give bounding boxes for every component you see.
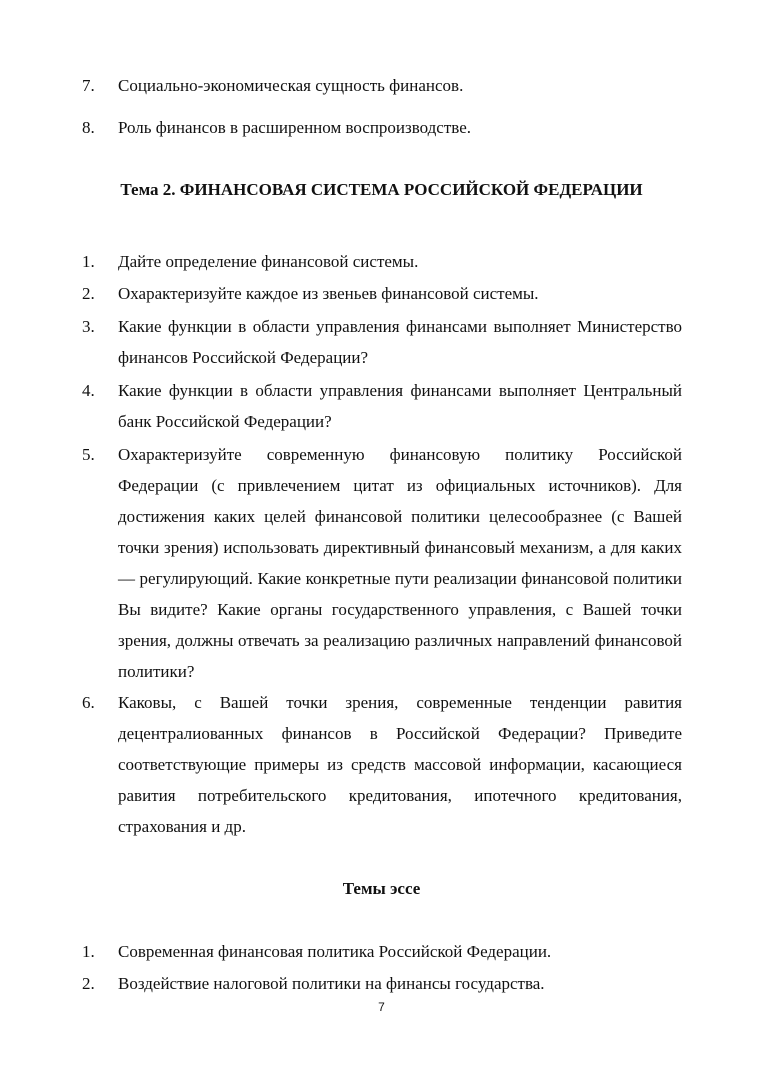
question-text: Охарактеризуйте каждое из звеньев финансовой системы. — [118, 284, 539, 303]
essay-number: 1. — [82, 942, 95, 961]
list-item-number: 8. — [82, 118, 95, 137]
question-number: 4. — [82, 381, 95, 400]
list-item-text: Роль финансов в расширенном воспроизводстве. — [118, 118, 472, 137]
essay-text: Воздействие налоговой политики на финансы государства. — [118, 974, 545, 993]
topic-heading: Тема 2. ФИНАНСОВАЯ СИСТЕМА РОССИЙСКОЙ ФЕДЕРАЦИИ — [120, 180, 643, 199]
question-number: 6. — [82, 693, 95, 712]
question-number: 2. — [82, 284, 95, 303]
question-text: Охарактеризуйте современную финансовую политику Российской Федерации (с привлечением цитат из официальных источников). Для достижения каких целей финансовой политики целесообразнее (с Вашей точки зрения) использовать директивный финансовый механизм, а для каких — регулирующий. Какие конкретные пути реализации финансовой политики Вы видите? Какие органы государственного управления, с Вашей точки зрения, должны отвечать за реализацию различных направлений финансовой политики? — [118, 445, 682, 681]
question-text: Какие функции в области управления финансами выполняет Министерство финансов Российской Федерации? — [118, 317, 682, 367]
question-number: 5. — [82, 445, 95, 464]
essay-text: Современная финансовая политика Российской Федерации. — [118, 942, 552, 961]
list-item-text: Социально-экономическая сущность финансов. — [118, 76, 464, 95]
question-text: Какие функции в области управления финансами выполняет Центральный банк Российской Федерации? — [118, 381, 682, 431]
question-number: 1. — [82, 252, 95, 271]
question-text: Дайте определение финансовой системы. — [118, 252, 419, 271]
list-item-number: 7. — [82, 76, 95, 95]
question-text: Каковы, с Вашей точки зрения, современные тенденции равития децентралиованных финансов в Российской Федерации? Приведите соответствующие примеры из средств массовой информации, касающиеся равития потребительского кредитования, ипотечного кредитования, страхования и др. — [118, 693, 682, 836]
essay-number: 2. — [82, 974, 95, 993]
essay-heading: Темы эссе — [342, 879, 421, 898]
question-number: 3. — [82, 317, 95, 336]
page-number: 7 — [378, 1000, 385, 1014]
